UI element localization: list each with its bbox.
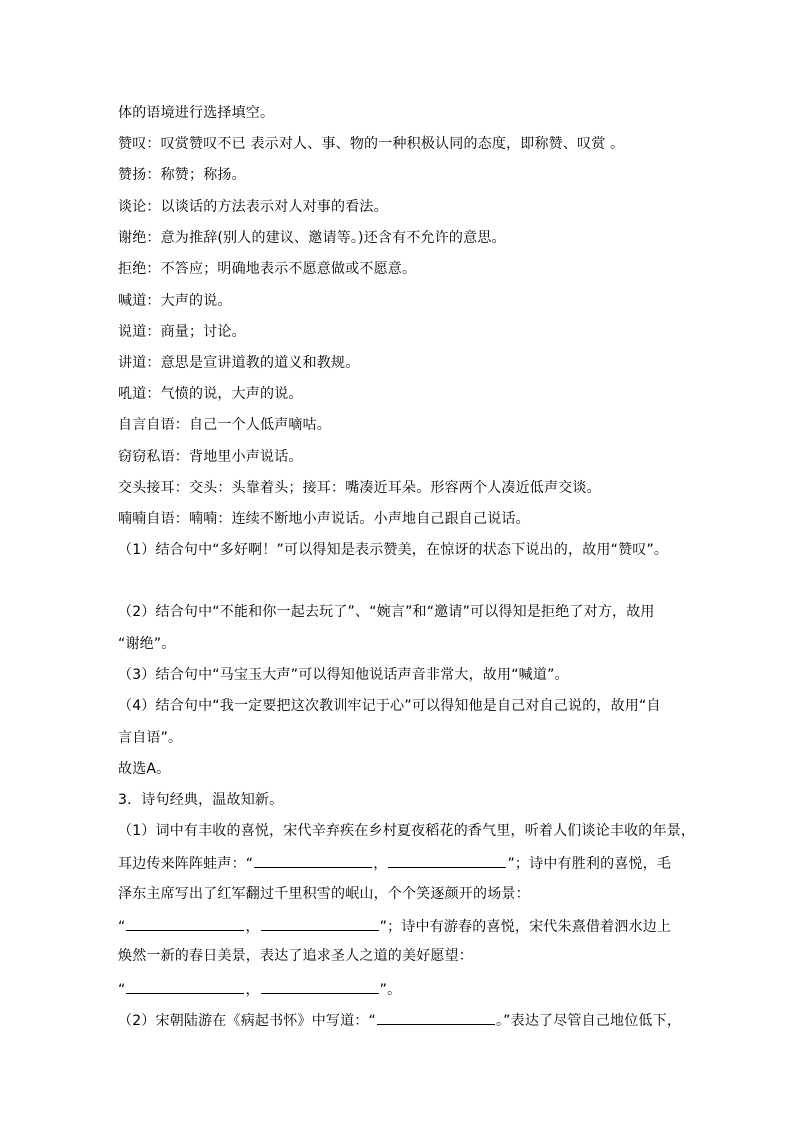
text-line: （4）结合句中“我一定要把这次教训牢记于心”可以得知他是自己对自己说的，故用“自 bbox=[118, 698, 661, 714]
text-line: 焕然一新的春日美景，表达了追求圣人之道的美好愿望： bbox=[118, 948, 473, 964]
text-line: （2）结合句中“不能和你一起去玩了”、“婉言”和“邀请”可以得知是拒绝了对方，故用 bbox=[118, 604, 655, 620]
text-segment: “ bbox=[118, 982, 126, 998]
answer-blank[interactable] bbox=[261, 916, 379, 931]
text-line: 交头接耳：交头：头靠着头；接耳：嘴凑近耳朵。形容两个人凑近低声交谈。 bbox=[118, 480, 601, 496]
text-line: 谈论：以谈话的方法表示对人对事的看法。 bbox=[118, 199, 388, 215]
answer-blank[interactable] bbox=[388, 853, 506, 868]
text-line: （1）词中有丰收的喜悦，宋代辛弃疾在乡村夏夜稻花的香气里，听着人们谈论丰收的年景， bbox=[118, 823, 696, 839]
text-segment: “ bbox=[118, 919, 126, 935]
text-segment: ， bbox=[245, 919, 260, 935]
answer-blank[interactable] bbox=[261, 979, 379, 994]
answer-blank[interactable] bbox=[126, 979, 244, 994]
text-line: 自言自语：自己一个人低声嘀咕。 bbox=[118, 417, 331, 433]
text-line: 泽东主席写出了红军翻过千里积雪的岷山，个个笑逐颜开的场景： bbox=[118, 886, 530, 902]
text-line: 谢绝：意为推辞(别人的建议、邀请等。)还含有不允许的意思。 bbox=[118, 230, 506, 246]
text-segment: （2）宋朝陆游在《病起书怀》中写道：“ bbox=[118, 1013, 376, 1029]
text-segment: ， bbox=[245, 982, 260, 998]
text-line: 喃喃自语：喃喃：连续不断地小声说话。小声地自己跟自己说话。 bbox=[118, 511, 530, 527]
text-line: 故选A。 bbox=[118, 761, 171, 777]
answer-blank[interactable] bbox=[126, 916, 244, 931]
fill-blank-line bbox=[118, 1010, 681, 1030]
text-line: 言自语”。 bbox=[118, 730, 183, 746]
text-segment: ”。 bbox=[379, 982, 402, 998]
text-line: 说道：商量；讨论。 bbox=[118, 324, 246, 340]
fill-blank-line bbox=[118, 979, 401, 999]
text-line: 3．诗句经典，温故知新。 bbox=[118, 792, 284, 808]
text-segment: ”；诗中有胜利的喜悦，毛 bbox=[507, 856, 672, 872]
text-line: 讲道：意思是宣讲道教的道义和教规。 bbox=[118, 355, 360, 371]
text-line: 喊道：大声的说。 bbox=[118, 293, 232, 309]
text-line: （3）结合句中“马宝玉大声”可以得知他说话声音非常大，故用“喊道”。 bbox=[118, 667, 569, 683]
answer-blank[interactable] bbox=[377, 1010, 495, 1025]
text-line: 吼道：气愤的说，大声的说。 bbox=[118, 386, 303, 402]
fill-blank-line bbox=[118, 853, 671, 873]
text-segment: ， bbox=[373, 856, 388, 872]
text-line: 赞扬：称赞；称扬。 bbox=[118, 167, 246, 183]
text-line: “谢绝”。 bbox=[118, 636, 176, 652]
text-line: 体的语境进行选择填空。 bbox=[118, 105, 275, 121]
text-segment: ”；诗中有游春的喜悦，宋代朱熹借着泗水边上 bbox=[379, 919, 672, 935]
text-segment: 。”表达了尽管自己地位低下， bbox=[495, 1013, 682, 1029]
text-line: 窃窃私语：背地里小声说话。 bbox=[118, 449, 303, 465]
text-line: （1）结合句中“多好啊！”可以得知是表示赞美，在惊讶的状态下说出的，故用“赞叹”。 bbox=[118, 542, 669, 558]
fill-blank-line bbox=[118, 916, 671, 936]
text-line: 拒绝：不答应；明确地表示不愿意做或不愿意。 bbox=[118, 261, 417, 277]
answer-blank[interactable] bbox=[254, 853, 372, 868]
text-line: 赞叹：叹赏赞叹不已 表示对人、事、物的一种积极认同的态度，即称赞、叹赏 。 bbox=[118, 136, 625, 152]
text-segment: 耳边传来阵阵蛙声：“ bbox=[118, 856, 254, 872]
